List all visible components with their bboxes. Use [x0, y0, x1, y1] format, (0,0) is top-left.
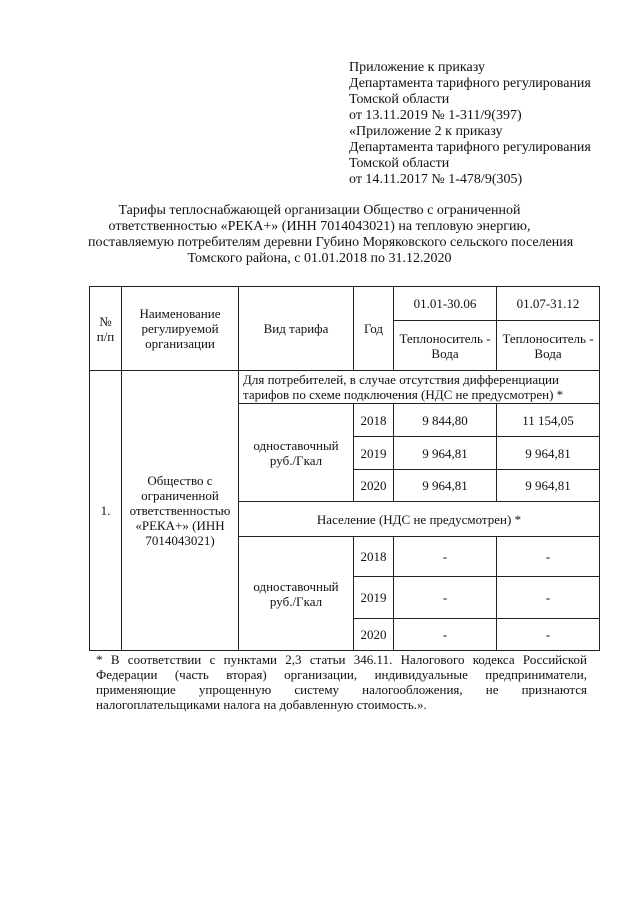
footnote-line: налогоплательщиками налога на добавленную стоимость.».: [96, 697, 427, 712]
tariff-value: 9 844,80: [394, 404, 497, 437]
tariff-value: -: [394, 537, 497, 577]
header-line: от 14.11.2017 № 1-478/9(305): [349, 172, 523, 187]
row-number: 1.: [90, 371, 122, 651]
year-cell: 2019: [354, 577, 394, 619]
header-organization: Наименование регулируемой организации: [122, 287, 239, 371]
year-cell: 2018: [354, 537, 394, 577]
header-line: от 13.11.2019 № 1-311/9(397): [349, 108, 522, 123]
tariff-value: 11 154,05: [497, 404, 600, 437]
title-line: Томского района, с 01.01.2018 по 31.12.2020: [187, 251, 452, 266]
tariff-value: -: [394, 577, 497, 619]
header-year: Год: [354, 287, 394, 371]
organization-name: Общество с ограниченной ответственностью «РЕКА+» (ИНН 7014043021): [122, 371, 239, 651]
header-period-first-half: 01.01-30.06: [394, 287, 497, 321]
year-cell: 2020: [354, 619, 394, 651]
year-cell: 2020: [354, 470, 394, 502]
tariff-value: 9 964,81: [497, 470, 600, 502]
tariff-type-population: одноставочный руб./Гкал: [239, 537, 354, 651]
header-line: Томской области: [349, 92, 450, 107]
title-line: поставляемую потребителям деревни Губино Моряковского сельского поселения: [88, 235, 574, 250]
tariff-type-general: одноставочный руб./Гкал: [239, 404, 354, 502]
header-carrier-second-half: Теплоноситель - Вода: [497, 321, 600, 371]
header-line: «Приложение 2 к приказу: [349, 124, 503, 139]
footnote-line: применяющие упрощенную систему налогообложения, не признаются: [96, 682, 587, 697]
title-line: Тарифы теплоснабжающей организации Общество с ограниченной: [118, 203, 521, 218]
year-cell: 2019: [354, 437, 394, 470]
title-line: ответственностью «РЕКА+» (ИНН 7014043021) на тепловую энергию,: [108, 219, 531, 234]
tariff-value: 9 964,81: [394, 470, 497, 502]
header-carrier-first-half: Теплоноситель - Вода: [394, 321, 497, 371]
tariff-value: 9 964,81: [497, 437, 600, 470]
header-num: № п/п: [90, 287, 122, 371]
header-line: Томской области: [349, 156, 450, 171]
order-reference-header: [349, 60, 609, 188]
header-line: Департамента тарифного регулирования: [349, 76, 591, 91]
section-general-consumers-title: Для потребителей, в случае отсутствия дифференциации тарифов по схеме подключения (НДС не предусмотрен) *: [239, 371, 600, 404]
tariff-value: -: [497, 577, 600, 619]
header-line: Приложение к приказу: [349, 60, 485, 75]
tariff-value: -: [497, 537, 600, 577]
footnote-line: * В соответствии с пунктами 2,3 статьи 346.11. Налогового кодекса Российской: [96, 652, 587, 667]
tariff-value: -: [497, 619, 600, 651]
year-cell: 2018: [354, 404, 394, 437]
vat-footnote: [96, 652, 587, 712]
document-title: [88, 203, 574, 267]
section-population-title: Население (НДС не предусмотрен) *: [239, 502, 600, 537]
header-line: Департамента тарифного регулирования: [349, 140, 591, 155]
tariff-table: [89, 286, 600, 651]
tariff-value: -: [394, 619, 497, 651]
footnote-line: Федерации (часть вторая) организации, индивидуальные предприниматели,: [96, 667, 587, 682]
header-tariff-type: Вид тарифа: [239, 287, 354, 371]
tariff-value: 9 964,81: [394, 437, 497, 470]
header-period-second-half: 01.07-31.12: [497, 287, 600, 321]
